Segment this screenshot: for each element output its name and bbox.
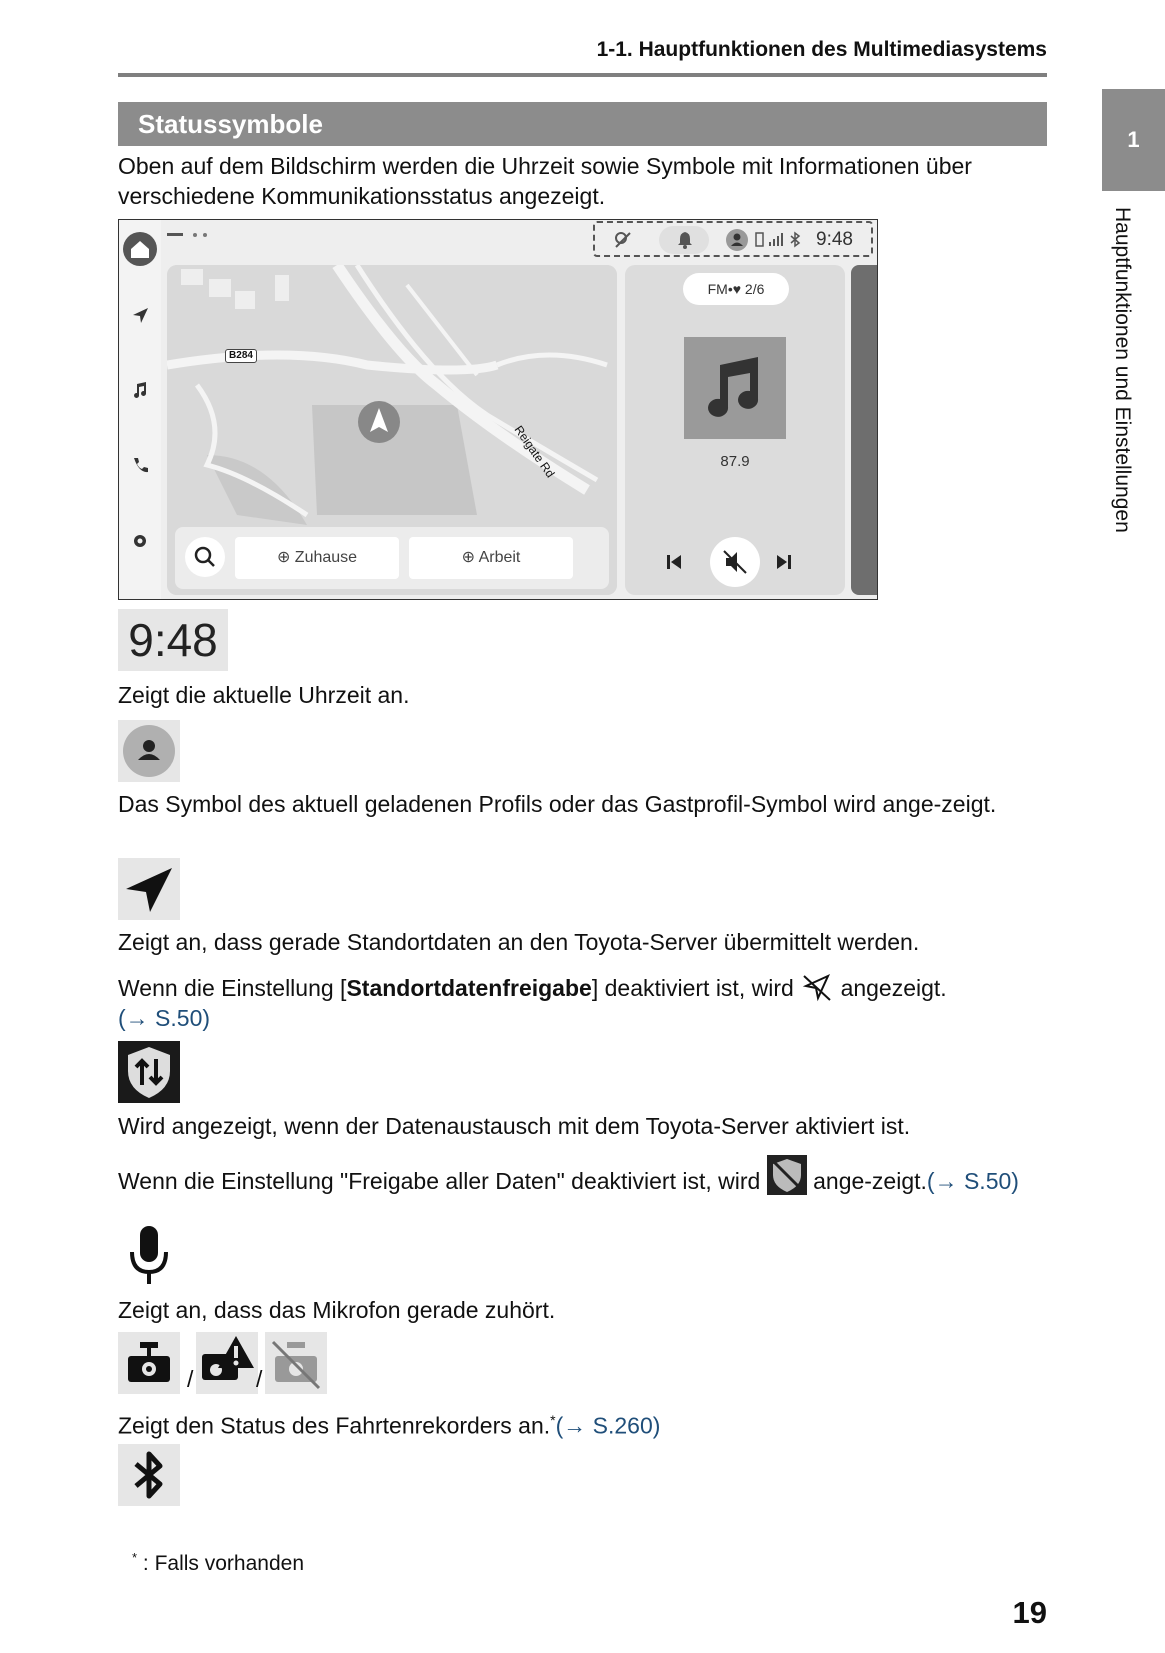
media-controls <box>665 537 805 587</box>
drive-recorder-warning-icon <box>196 1332 258 1394</box>
panel-edge <box>851 265 878 595</box>
section-title: Statussymbole <box>118 102 1047 146</box>
clock-status-icon: 9:48 <box>118 609 228 671</box>
location-status-icon <box>118 858 180 920</box>
recorder-page-link[interactable]: (→ S.260) <box>555 1412 661 1439</box>
data-exchange-description: Wird angezeigt, wenn der Datenaustausch mit dem Toyota-Server aktiviert ist. <box>118 1113 911 1139</box>
location-description: Zeigt an, dass gerade Standortdaten an den Toyota-Server übermittelt werden. <box>118 929 920 955</box>
street-label: Reigate Rd <box>511 423 558 481</box>
profile-description: Das Symbol des aktuell geladenen Profils oder das Gastprofil-Symbol wird ange-zeigt. <box>118 791 997 817</box>
microphone-description: Zeigt an, dass das Mikrofon gerade zuhört. <box>118 1297 556 1323</box>
mute-button[interactable] <box>710 537 760 587</box>
profile-icon <box>725 228 749 252</box>
microphone-status-icon <box>118 1222 180 1288</box>
connectivity-icons <box>755 231 813 249</box>
search-icon <box>185 537 225 577</box>
status-time: 9:48 <box>816 229 853 250</box>
page-indicator-icon <box>167 230 213 240</box>
music-icon <box>130 380 150 400</box>
home-icon <box>123 232 157 266</box>
drive-recorder-icon <box>118 1332 180 1394</box>
chapter-label: Hauptfunktionen und Einstellungen <box>1111 207 1134 533</box>
page-number: 19 <box>1012 1595 1047 1630</box>
search-button[interactable] <box>185 537 225 577</box>
bell-icon <box>675 230 695 250</box>
album-art <box>684 337 786 439</box>
settings-icon <box>130 531 150 551</box>
volume-mute-icon <box>710 537 760 587</box>
radio-frequency: 87.9 <box>720 453 750 470</box>
drive-recorder-off-icon <box>265 1332 327 1394</box>
next-track-icon[interactable] <box>775 553 793 571</box>
recorder-separator-2: / <box>256 1366 263 1392</box>
data-exchange-off-icon <box>767 1155 807 1195</box>
road-label: B284 <box>225 349 257 363</box>
map-quick-bar <box>175 527 609 589</box>
recorder-description: Zeigt den Status des Fahrtenrekorders an.*(→ S.260) <box>118 1412 661 1439</box>
bluetooth-status-icon <box>118 1444 180 1506</box>
multimedia-screenshot <box>118 219 878 600</box>
phone-icon <box>130 455 150 475</box>
clock-description: Zeigt die aktuelle Uhrzeit an. <box>118 682 410 708</box>
recorder-separator-1: / <box>187 1366 194 1392</box>
no-location-icon <box>613 230 633 250</box>
home-destination-button[interactable]: ⊕ Zuhause <box>235 537 399 579</box>
music-note-icon <box>684 337 786 439</box>
map-panel <box>167 265 617 595</box>
navigation-icon <box>130 306 150 326</box>
data-exchange-note: Wenn die Einstellung "Freigabe aller Daten" deaktiviert ist, wird ange-zeigt.(→ S.50) <box>118 1155 1053 1196</box>
vehicle-position-icon <box>357 400 401 444</box>
radio-source-tag: FM•♥ 2/6 <box>683 273 789 305</box>
screen-sidebar <box>119 220 161 600</box>
profile-status-icon <box>118 720 180 782</box>
media-panel <box>625 265 845 595</box>
work-destination-button[interactable]: ⊕ Arbeit <box>409 537 573 579</box>
location-page-link[interactable]: (→ S.50) <box>118 1005 211 1031</box>
running-header: 1-1. Hauptfunktionen des Multimediasystems <box>596 38 1047 61</box>
intro-paragraph: Oben auf dem Bildschirm werden die Uhrzeit sowie Symbole mit Informationen über verschiedene Kommunikationsstatus angezeigt. <box>118 153 972 209</box>
header-rule <box>118 73 1047 77</box>
location-off-icon <box>800 972 834 1002</box>
previous-track-icon[interactable] <box>665 553 683 571</box>
chapter-number: 1 <box>1127 127 1140 152</box>
location-note: Wenn die Einstellung [Standortdatenfreigabe] deaktiviert ist, wird angezeigt. (→ S.50) <box>118 972 1053 1033</box>
footnote: * : Falls vorhanden <box>132 1550 304 1575</box>
data-exchange-page-link[interactable]: (→ S.50) <box>926 1168 1019 1194</box>
data-exchange-status-icon <box>118 1041 180 1103</box>
